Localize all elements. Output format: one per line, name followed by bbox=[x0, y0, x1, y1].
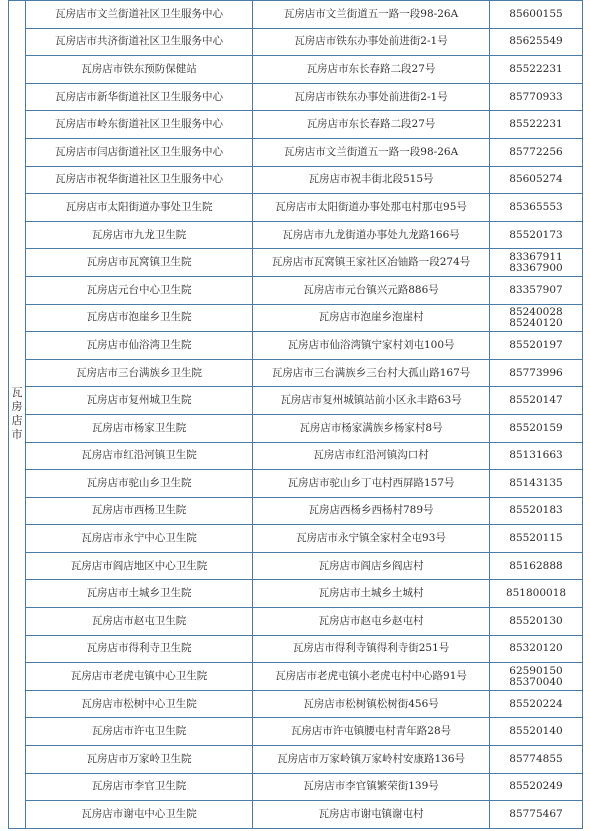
table-row bbox=[9, 442, 583, 470]
facility-phone bbox=[490, 56, 583, 84]
table-row bbox=[9, 332, 583, 360]
phone-number: 62590150 bbox=[509, 664, 563, 677]
phone-number: 85520173 bbox=[509, 228, 563, 241]
phone-number: 85162888 bbox=[509, 559, 563, 572]
phone-number: 85131663 bbox=[509, 449, 563, 462]
table-row bbox=[9, 608, 583, 636]
facility-name: 瓦房店市岭东街道社区卫生服务中心 bbox=[26, 111, 253, 139]
facility-phone bbox=[490, 138, 583, 166]
facility-phone bbox=[490, 194, 583, 222]
phone-number: 85775467 bbox=[509, 808, 563, 821]
facility-address: 瓦房店市驼山乡丁屯村西屏路157号 bbox=[253, 470, 490, 498]
facility-name: 瓦房店市新华街道社区卫生服务中心 bbox=[26, 83, 253, 111]
facility-phone bbox=[490, 332, 583, 360]
facility-phone bbox=[490, 470, 583, 498]
facility-name: 瓦房店市三台满族乡卫生院 bbox=[26, 359, 253, 387]
table-row bbox=[9, 111, 583, 139]
facility-name: 瓦房店市铁东预防保健站 bbox=[26, 56, 253, 84]
table-row bbox=[9, 746, 583, 774]
facility-name: 瓦房店市许屯卫生院 bbox=[26, 718, 253, 746]
facility-address: 瓦房店市松树镇松树街456号 bbox=[253, 690, 490, 718]
facility-name: 瓦房店市土城乡卫生院 bbox=[26, 580, 253, 608]
table-row bbox=[9, 28, 583, 56]
phone-number: 85520140 bbox=[509, 725, 563, 738]
facility-name: 瓦房店市仙浴湾卫生院 bbox=[26, 332, 253, 360]
facility-address: 瓦房店市铁东办事处前进街2-1号 bbox=[253, 83, 490, 111]
table-row bbox=[9, 56, 583, 84]
facility-address: 瓦房店市祝丰街北段515号 bbox=[253, 166, 490, 194]
facility-address: 瓦房店市铁东办事处前进街2-1号 bbox=[253, 28, 490, 56]
table-row bbox=[9, 552, 583, 580]
facility-name: 瓦房店市泡崖乡卫生院 bbox=[26, 304, 253, 332]
facility-phone bbox=[490, 249, 583, 277]
table-row bbox=[9, 635, 583, 663]
table-row bbox=[9, 1, 583, 29]
phone-number: 85520224 bbox=[509, 697, 563, 710]
facility-phone bbox=[490, 221, 583, 249]
facility-address: 瓦房店市泡崖乡泡崖村 bbox=[253, 304, 490, 332]
facility-address: 瓦房店市东长春路二段27号 bbox=[253, 56, 490, 84]
phone-number: 85522231 bbox=[509, 118, 563, 131]
region-label: 瓦房店市 bbox=[11, 386, 23, 442]
facility-address: 瓦房店西杨乡西杨村789号 bbox=[253, 497, 490, 525]
facility-name: 瓦房店市共济街道社区卫生服务中心 bbox=[26, 28, 253, 56]
facility-name: 瓦房店市西杨卫生院 bbox=[26, 497, 253, 525]
phone-number: 85600155 bbox=[509, 7, 563, 20]
facility-address: 瓦房店市永宁镇全家村全屯93号 bbox=[253, 525, 490, 553]
facility-phone bbox=[490, 387, 583, 415]
table-body bbox=[9, 1, 583, 829]
facility-name: 瓦房店市祝华街道社区卫生服务中心 bbox=[26, 166, 253, 194]
table-row bbox=[9, 497, 583, 525]
facility-address: 瓦房店市东长春路二段27号 bbox=[253, 111, 490, 139]
table-row bbox=[9, 663, 583, 691]
phone-number: 83367911 bbox=[509, 250, 563, 263]
phone-number: 85520130 bbox=[509, 614, 563, 627]
clinic-directory-table bbox=[8, 0, 583, 829]
table-row bbox=[9, 414, 583, 442]
region-cell bbox=[9, 1, 26, 829]
facility-address: 瓦房店市老虎屯镇小老虎屯村中心路91号 bbox=[253, 663, 490, 691]
facility-address: 瓦房店市杨家满族乡杨家村8号 bbox=[253, 414, 490, 442]
facility-phone bbox=[490, 663, 583, 691]
table-row bbox=[9, 718, 583, 746]
table-row bbox=[9, 470, 583, 498]
phone-number: 85370040 bbox=[509, 675, 563, 688]
phone-number: 85520183 bbox=[509, 504, 563, 517]
facility-address: 瓦房店市谢屯镇谢屯村 bbox=[253, 801, 490, 829]
facility-phone bbox=[490, 635, 583, 663]
table-row bbox=[9, 166, 583, 194]
facility-address: 瓦房店市李官镇繁荣街139号 bbox=[253, 773, 490, 801]
facility-phone bbox=[490, 28, 583, 56]
table-row bbox=[9, 304, 583, 332]
facility-name: 瓦房店元台中心卫生院 bbox=[26, 276, 253, 304]
facility-phone bbox=[490, 111, 583, 139]
facility-address: 瓦房店市九龙街道办事处九龙路166号 bbox=[253, 221, 490, 249]
facility-phone bbox=[490, 83, 583, 111]
phone-number: 85770933 bbox=[509, 90, 563, 103]
table-row bbox=[9, 690, 583, 718]
phone-number: 85520159 bbox=[509, 421, 563, 434]
facility-phone bbox=[490, 552, 583, 580]
facility-address: 瓦房店市得利寺镇得利寺街251号 bbox=[253, 635, 490, 663]
facility-name: 瓦房店市杨家卫生院 bbox=[26, 414, 253, 442]
facility-phone bbox=[490, 304, 583, 332]
facility-address: 瓦房店市万家岭镇万家岭村安康路136号 bbox=[253, 746, 490, 774]
facility-address: 瓦房店市文兰街道五一路一段98-26A bbox=[253, 1, 490, 29]
facility-name: 瓦房店市复州城卫生院 bbox=[26, 387, 253, 415]
facility-name: 瓦房店市瓦窝镇卫生院 bbox=[26, 249, 253, 277]
facility-phone bbox=[490, 414, 583, 442]
facility-address: 瓦房店市仙浴湾镇宁家村刘屯100号 bbox=[253, 332, 490, 360]
facility-phone bbox=[490, 166, 583, 194]
facility-address: 瓦房店市三台满族乡三台村大孤山路167号 bbox=[253, 359, 490, 387]
facility-phone bbox=[490, 525, 583, 553]
facility-address: 瓦房店市阎店乡阎店村 bbox=[253, 552, 490, 580]
phone-number: 85520115 bbox=[509, 532, 563, 545]
facility-address: 瓦房店市复州城镇站前小区永丰路63号 bbox=[253, 387, 490, 415]
facility-phone bbox=[490, 801, 583, 829]
phone-number: 85605274 bbox=[509, 173, 563, 186]
facility-phone bbox=[490, 359, 583, 387]
facility-name: 瓦房店市太阳街道办事处卫生院 bbox=[26, 194, 253, 222]
phone-number: 85773996 bbox=[509, 366, 563, 379]
facility-name: 瓦房店市红沿河镇卫生院 bbox=[26, 442, 253, 470]
phone-number: 85143135 bbox=[509, 476, 563, 489]
phone-number: 85520147 bbox=[509, 394, 563, 407]
facility-name: 瓦房店市驼山乡卫生院 bbox=[26, 470, 253, 498]
facility-address: 瓦房店市赵屯乡赵屯村 bbox=[253, 608, 490, 636]
facility-address: 瓦房店市文兰街道五一路一段98-26A bbox=[253, 138, 490, 166]
facility-phone bbox=[490, 580, 583, 608]
facility-name: 瓦房店市阎店地区中心卫生院 bbox=[26, 552, 253, 580]
phone-number: 851800018 bbox=[505, 587, 567, 600]
facility-address: 瓦房店市瓦窝镇王家社区冶铀路一段274号 bbox=[253, 249, 490, 277]
facility-name: 瓦房店市万家岭卫生院 bbox=[26, 746, 253, 774]
table-row bbox=[9, 801, 583, 829]
table-row bbox=[9, 525, 583, 553]
table-row bbox=[9, 580, 583, 608]
facility-name: 瓦房店市谢屯中心卫生院 bbox=[26, 801, 253, 829]
phone-number: 83367900 bbox=[509, 261, 563, 274]
facility-name: 瓦房店市闫店街道社区卫生服务中心 bbox=[26, 138, 253, 166]
table-row bbox=[9, 138, 583, 166]
phone-number: 85625549 bbox=[509, 35, 563, 48]
phone-number: 85365553 bbox=[509, 200, 563, 213]
facility-phone bbox=[490, 690, 583, 718]
phone-number: 85772256 bbox=[509, 145, 563, 158]
facility-phone bbox=[490, 276, 583, 304]
facility-phone bbox=[490, 608, 583, 636]
table-row bbox=[9, 249, 583, 277]
facility-name: 瓦房店市得利寺卫生院 bbox=[26, 635, 253, 663]
phone-number: 85522231 bbox=[509, 62, 563, 75]
table-row bbox=[9, 387, 583, 415]
phone-number: 85240120 bbox=[509, 316, 563, 329]
facility-name: 瓦房店市松树中心卫生院 bbox=[26, 690, 253, 718]
facility-name: 瓦房店市赵屯卫生院 bbox=[26, 608, 253, 636]
facility-address: 瓦房店市土城乡土城村 bbox=[253, 580, 490, 608]
facility-name: 瓦房店市文兰街道社区卫生服务中心 bbox=[26, 1, 253, 29]
phone-number: 83357907 bbox=[509, 283, 563, 296]
facility-phone bbox=[490, 746, 583, 774]
table-row bbox=[9, 83, 583, 111]
table-row bbox=[9, 221, 583, 249]
facility-phone bbox=[490, 497, 583, 525]
facility-phone bbox=[490, 718, 583, 746]
phone-number: 85520197 bbox=[509, 338, 563, 351]
phone-number: 85240028 bbox=[509, 305, 563, 318]
phone-number: 85520249 bbox=[509, 780, 563, 793]
table-row bbox=[9, 359, 583, 387]
table-row bbox=[9, 773, 583, 801]
facility-address: 瓦房店市许屯镇腰屯村青年路28号 bbox=[253, 718, 490, 746]
facility-name: 瓦房店市李官卫生院 bbox=[26, 773, 253, 801]
facility-name: 瓦房店市永宁中心卫生院 bbox=[26, 525, 253, 553]
facility-address: 瓦房店市元台镇兴元路886号 bbox=[253, 276, 490, 304]
phone-number: 85774855 bbox=[509, 752, 563, 765]
table-row bbox=[9, 194, 583, 222]
facility-name: 瓦房店市九龙卫生院 bbox=[26, 221, 253, 249]
facility-phone bbox=[490, 442, 583, 470]
facility-address: 瓦房店市太阳街道办事处那屯村那屯95号 bbox=[253, 194, 490, 222]
facility-name: 瓦房店市老虎屯镇中心卫生院 bbox=[26, 663, 253, 691]
facility-address: 瓦房店市红沿河镇沟口村 bbox=[253, 442, 490, 470]
table-row bbox=[9, 276, 583, 304]
facility-phone bbox=[490, 1, 583, 29]
phone-number: 85320120 bbox=[509, 642, 563, 655]
facility-phone bbox=[490, 773, 583, 801]
